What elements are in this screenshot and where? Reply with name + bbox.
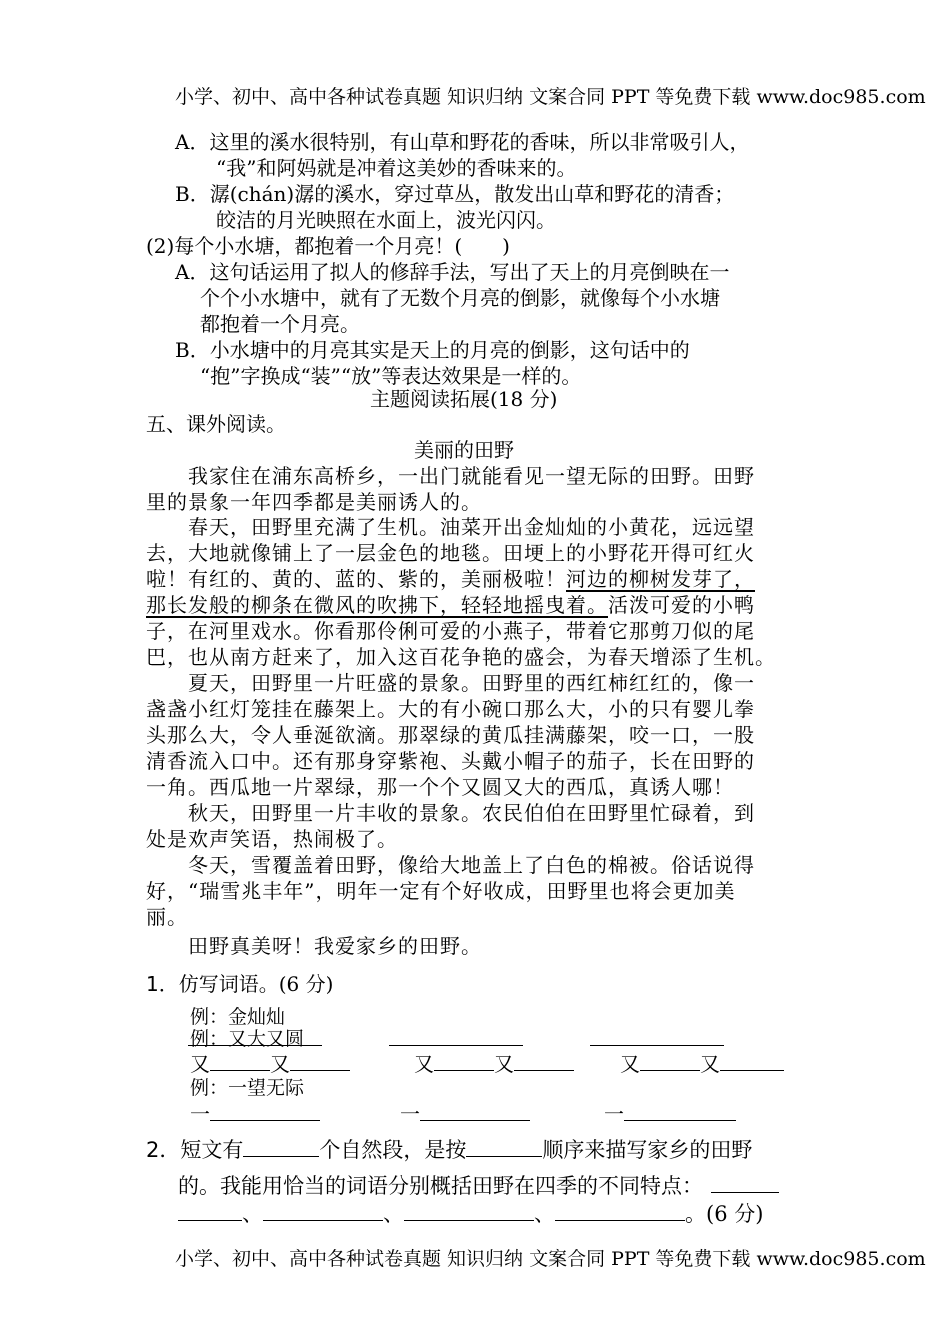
article-p1-line1: 我家住在浦东高桥乡，一出门就能看见一望无际的田野。田野 [188, 464, 755, 488]
part-title: 五、课外阅读。 [146, 412, 286, 436]
article-p2-line4-plain: 活泼可爱的小鸭 [608, 593, 755, 617]
answer-blank-2e[interactable] [640, 1052, 700, 1071]
answer-blank-autumn[interactable] [404, 1202, 534, 1221]
article-p5-line1: 冬天，雪覆盖着田野，像给大地盖上了白色的棉被。俗话说得 [188, 853, 755, 877]
article-p2-line2: 去，大地就像铺上了一层金色的地毯。田埂上的小野花开得可红火 [146, 541, 755, 565]
you-char: 又 [414, 1052, 434, 1076]
question1-example3: 例：一望无际 [190, 1077, 305, 1099]
question2-score: 。(6 分) [685, 1202, 764, 1226]
article-p4-line1: 秋天，田野里一片丰收的景象。农民伯伯在田野里忙碌着，到 [188, 801, 755, 825]
page-footer: 小学、初中、高中各种试卷真题 知识归纳 文案合同 PPT 等免费下载 www.doc985.com [175, 1248, 926, 1270]
q1-option-b-line2: 皎洁的月光映照在水面上，波光闪闪。 [216, 208, 556, 232]
question1-example1: 例：金灿灿 [190, 1006, 286, 1028]
question1-example2: 例：又大又圆 [190, 1028, 305, 1050]
article-underlined-sentence-part2: 那长发般的柳条在微风的吹拂下，轻轻地摇曳着。 [146, 593, 608, 617]
article-p3-line1: 夏天，田野里一片旺盛的景象。田野里的西红柿红红的，像一 [188, 671, 755, 695]
you-char: 又 [494, 1052, 514, 1076]
yi-char: 一 [400, 1102, 420, 1126]
yi-pattern-3 [604, 1098, 736, 1127]
answer-blank-paragraph-count[interactable] [243, 1138, 319, 1157]
article-p2-line6: 巴，也从南方赶来了，加入这百花争艳的盛会，为春天增添了生机。 [146, 645, 776, 669]
yi-char: 一 [190, 1102, 210, 1126]
q2-stem: (2)每个小水塘，都抱着一个月亮！( ) [146, 234, 510, 258]
page-header: 小学、初中、高中各种试卷真题 知识归纳 文案合同 PPT 等免费下载 www.doc985.com [175, 86, 926, 108]
article-p2-line4 [146, 589, 755, 618]
q1-option-a-line1: A．这里的溪水很特别，有山草和野花的香味，所以非常吸引人， [175, 130, 750, 154]
q2-option-a-line2: 个个小水塘中，就有了无数个月亮的倒影，就像每个小水塘 [200, 286, 720, 310]
question2-line3 [178, 1198, 763, 1228]
question2-text-a: 短文有 [180, 1138, 244, 1162]
question2-text-c: 顺序来描写家乡的田野 [542, 1138, 753, 1162]
question1 [146, 968, 333, 997]
answer-blank-1b[interactable] [389, 1027, 523, 1046]
answer-blank-2b[interactable] [290, 1052, 350, 1071]
q2-option-b-line1: B．小水塘中的月亮其实是天上的月亮的倒影，这句话中的 [175, 338, 690, 362]
answer-blank-spring-a[interactable] [711, 1174, 779, 1193]
question2-text-d: 的。我能用恰当的词语分别概括田野在四季的不同特点： [178, 1174, 703, 1198]
answer-blank-1c[interactable] [590, 1027, 724, 1046]
answer-blank-3b[interactable] [420, 1102, 530, 1121]
article-p3-line3: 头那么大，令人垂涎欲滴。那翠绿的黄瓜挂满藤架，咬一口，一股 [146, 723, 755, 747]
question1-text: 仿写词语。(6 分) [178, 972, 334, 996]
article-p3-line5: 一角。西瓜地一片翠绿，那一个个又圆又大的西瓜，真诱人哪！ [146, 775, 734, 799]
article-p2-line5: 子，在河里戏水。你看那伶俐可爱的小燕子，带着它那剪刀似的尾 [146, 619, 755, 643]
separator: 、 [534, 1202, 555, 1226]
separator: 、 [383, 1202, 404, 1226]
you-pattern-2 [414, 1048, 574, 1077]
answer-blank-2f[interactable] [720, 1052, 784, 1071]
you-char: 又 [270, 1052, 290, 1076]
yi-pattern-1 [190, 1098, 320, 1127]
article-p4-line2: 处是欢声笑语，热闹极了。 [146, 827, 398, 851]
question2-line1 [146, 1134, 752, 1164]
article-p1-line2: 里的景象一年四季都是美丽诱人的。 [146, 490, 482, 514]
you-char: 又 [700, 1052, 720, 1076]
yi-pattern-2 [400, 1098, 530, 1127]
you-char: 又 [620, 1052, 640, 1076]
question2-line2 [178, 1170, 779, 1200]
article-title: 美丽的田野 [414, 438, 514, 462]
article-p2-line1: 春天，田野里充满了生机。油菜开出金灿灿的小黄花，远远望 [188, 515, 755, 539]
question2-number: 2． [146, 1138, 181, 1162]
answer-blank-2d[interactable] [514, 1052, 574, 1071]
q2-option-b-line2: “抱”字换成“装”“放”等表达效果是一样的。 [200, 364, 582, 388]
article-p5-line2: 好，“瑞雪兆丰年”，明年一定有个好收成，田野里也将会更加美 [146, 879, 736, 903]
q2-option-a-line3: 都抱着一个月亮。 [200, 312, 360, 336]
section-title: 主题阅读拓展(18 分) [370, 387, 558, 411]
answer-blank-2c[interactable] [434, 1052, 494, 1071]
answer-blank-summer[interactable] [263, 1202, 383, 1221]
q1-option-b-line1: B．潺(chán)潺的溪水，穿过草丛，散发出山草和野花的清香； [175, 182, 735, 206]
you-char: 又 [190, 1052, 210, 1076]
article-p6: 田野真美呀！我爱家乡的田野。 [188, 934, 482, 958]
answer-blank-winter[interactable] [555, 1202, 685, 1221]
answer-blank-3a[interactable] [210, 1102, 320, 1121]
question1-number: 1． [146, 972, 179, 996]
yi-char: 一 [604, 1102, 624, 1126]
article-p2-line3 [146, 563, 755, 592]
answer-blank-2a[interactable] [210, 1052, 270, 1071]
separator: 、 [242, 1202, 263, 1226]
article-p2-line3-plain: 啦！有红的、黄的、蓝的、紫的，美丽极啦！ [146, 567, 566, 591]
q2-option-a-line1: A．这句话运用了拟人的修辞手法，写出了天上的月亮倒映在一 [175, 260, 730, 284]
answer-blank-3c[interactable] [624, 1102, 736, 1121]
article-p3-line4: 清香流入口中。还有那身穿紫袍、头戴小帽子的茄子，长在田野的 [146, 749, 755, 773]
article-underlined-sentence-part1: 河边的柳树发芽了， [566, 567, 755, 591]
article-p5-line3: 丽。 [146, 905, 188, 929]
article-p3-line2: 盏盏小红灯笼挂在藤架上。大的有小碗口那么大，小的只有婴儿拳 [146, 697, 755, 721]
question2-text-b: 个自然段，是按 [319, 1138, 467, 1162]
answer-blank-spring-b[interactable] [178, 1202, 242, 1221]
answer-blank-order[interactable] [466, 1138, 542, 1157]
you-pattern-3 [620, 1048, 784, 1077]
q1-option-a-line2: “我”和阿妈就是冲着这美妙的香味来的。 [216, 156, 577, 180]
